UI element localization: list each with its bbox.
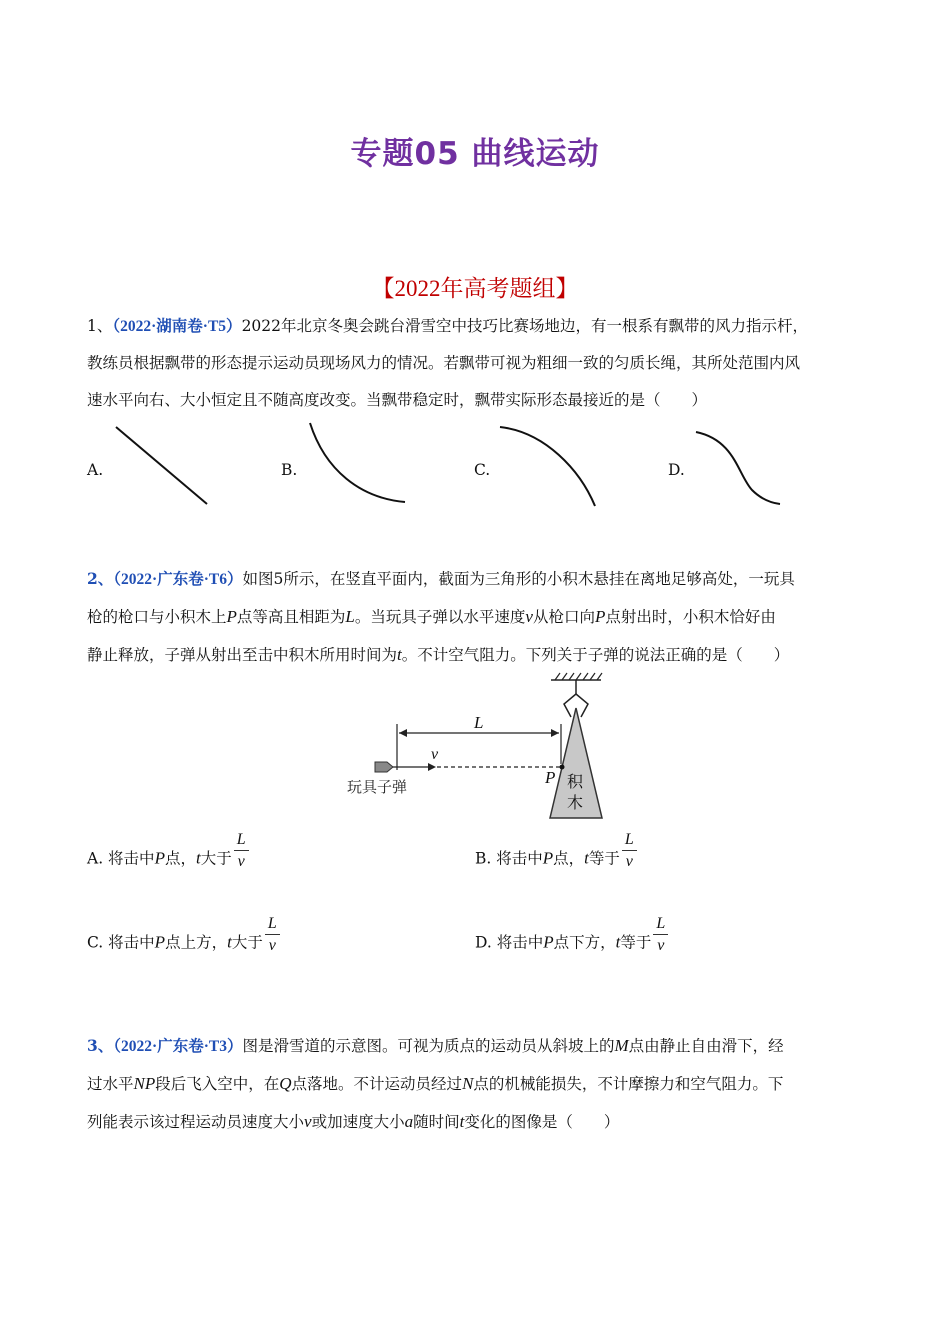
q3-number: 3、 [87,1036,114,1055]
question-3-text [87,1027,867,1141]
velocity-arrowhead [428,763,436,771]
q3-text-segment: 点的机械能损失，不计摩擦力和空气阻力。下 [473,1075,784,1093]
label-p: P [545,768,556,787]
q3-text-segment: 图是滑雪道的示意图。可视为质点的运动员从斜坡上的 [242,1037,615,1055]
q2-var-v: v [525,607,533,626]
q3-text-segment: 段后飞入空中，在 [155,1075,280,1093]
q1-option-a-label: A. [87,461,104,479]
q3-text-segment: 随时间 [413,1113,460,1131]
q3-var-t: t [459,1112,465,1131]
block-label-1: 积 [567,774,584,791]
q1-option-c-label: C. [474,461,491,479]
q3-text-segment: 变化的图像是（ ） [464,1113,620,1131]
q2-option-d: D. 将击中P点下方，t等于 $\frac{L}{v}$ [475,922,668,965]
q3-text-segment: 过水平 [87,1075,134,1093]
q2-var-p: P [226,607,237,626]
q2-var-l: L [345,607,355,626]
label-v: v [431,746,439,763]
page-title: 专题05 曲线运动 [350,136,600,172]
q2-line1-text: 如图5所示，在竖直平面内，截面为三角形的小积木悬挂在离地足够高处，一玩具 [242,570,795,588]
block-label-2: 木 [567,795,584,812]
q2-option-b: B. 将击中P点，t等于 $\frac{L}{v}$ [475,838,637,881]
toy-bullet [375,762,393,772]
q2-text-segment: 。不计空气阻力。下列关于子弹的说法正确的是（ ） [401,646,790,664]
q3-var-a: a [404,1112,414,1131]
q2-text-segment: 点射出时，小积木恰好由 [605,608,776,626]
section-heading: 【2022年高考题组】 [371,276,579,301]
fraction: $\frac{L}{v}$ [653,914,668,957]
q3-line-2 [87,1065,867,1103]
q3-text-segment: 列能表示该过程运动员速度大小 [87,1113,305,1131]
q2-option-a: A. 将击中P点，t大于 $\frac{L}{v}$ [87,838,249,881]
q1-line1-text: 2022年北京冬奥会跳台滑雪空中技巧比赛场地边，有一根系有飘带的风力指示杆， [241,317,809,335]
q1-line-2: 教练员根据飘带的形态提示运动员现场风力的情况。若飘带可视为粗细一致的匀质长绳，其所处范围内风 [87,354,801,372]
q2-text-segment: 。当玩具子弹以水平速度 [354,608,526,626]
q2-var-p: P [594,607,606,626]
q2-number: 2、 [87,569,114,588]
q2-text-segment: 从枪口向 [532,608,595,626]
fraction: $\frac{L}{v}$ [622,830,637,873]
ceiling-hatch [555,673,602,680]
q2-text-segment: 枪的枪口与小积木上 [87,608,227,626]
q3-text-segment: 点落地。不计运动员经过 [291,1075,463,1093]
label-l: L [474,713,484,732]
q1-line-3: 速水平向右、大小恒定且不随高度改变。当飘带稳定时，飘带实际形态最接近的是（ ） [87,391,708,409]
q3-var-np: NP [133,1074,156,1093]
fraction: $\frac{L}{v}$ [265,914,280,957]
q1-source: （2022·湖南卷·T5） [112,318,242,335]
point-p [560,765,565,770]
q3-var-q: Q [279,1074,292,1093]
label-toy-bullet: 玩具子弹 [347,780,408,796]
dim-arrow-left [399,729,407,737]
q2-text-segment: 静止释放，子弹从射出至击中积木所用时间为 [87,646,398,664]
q3-text-segment: 或加速度大小 [311,1113,405,1131]
q3-var-n: N [462,1074,474,1093]
dim-arrow-right [551,729,559,737]
q3-var-m: M [614,1036,629,1055]
q2-var-t: t [397,645,402,664]
q2-text-segment: 点等高且相距为 [236,608,346,626]
q2-option-c: C. 将击中P点上方，t大于 $\frac{L}{v}$ [87,922,280,965]
q3-source: （2022·广东卷·T3） [113,1038,243,1055]
q1-option-b-label: B. [281,461,298,479]
q2-source: （2022·广东卷·T6） [113,571,243,588]
q3-line-3 [87,1103,867,1141]
q3-text-segment: 点由静止自由滑下，经 [628,1037,784,1055]
q1-number: 1、 [87,317,113,335]
q3-var-v: v [304,1112,312,1131]
fraction: $\frac{L}{v}$ [234,830,249,873]
q1-option-d-label: D. [668,461,685,479]
q3-line-1 [87,1027,867,1065]
